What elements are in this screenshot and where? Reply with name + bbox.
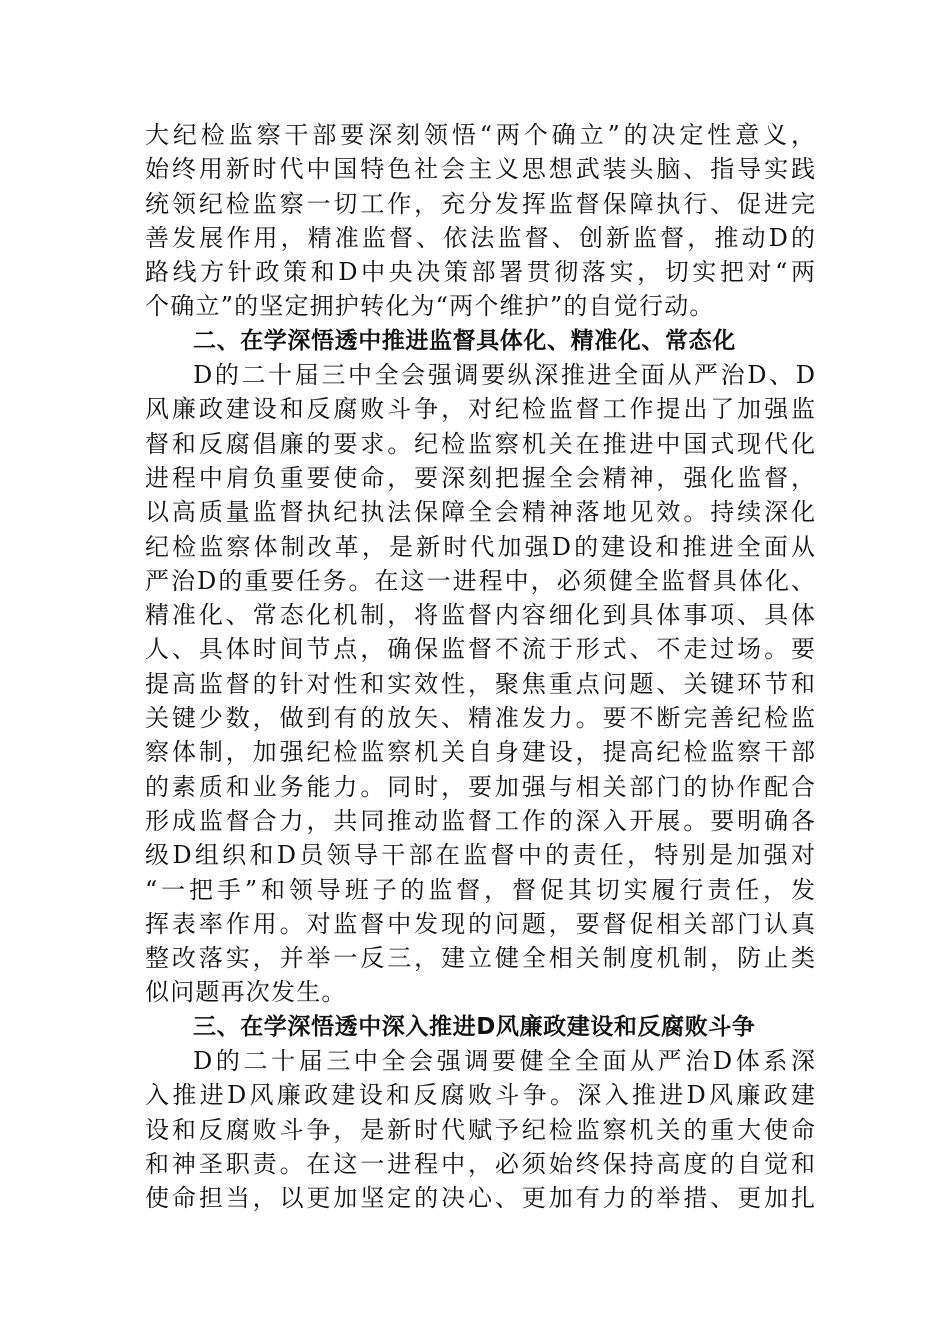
paragraph-line: 形成监督合力，共同推动监督工作的深入开展。要明确各	[145, 806, 815, 835]
paragraph-line: 以高质量监督执纪执法保障全会精神落地见效。持续深化	[145, 498, 815, 527]
paragraph-line: 路线方针政策和D中央决策部署贯彻落实，切实把对“两	[145, 258, 815, 287]
section-heading: 三、在学深悟透中深入推进D风廉政建设和反腐败斗争	[193, 1013, 756, 1040]
paragraph-line: 纪检监察体制改革，是新时代加强D的建设和推进全面从	[145, 532, 815, 561]
paragraph-line: 和神圣职责。在这一进程中，必须始终保持高度的自觉和	[145, 1149, 815, 1178]
paragraph-line: 严治D的重要任务。在这一进程中，必须健全监督具体化、	[145, 566, 815, 595]
paragraph-line: 似问题再次发生。	[145, 978, 347, 1007]
paragraph-line: 个确立”的坚定拥护转化为“两个维护”的自觉行动。	[145, 292, 715, 321]
paragraph-line: D的二十届三中全会强调要纵深推进全面从严治D、D	[193, 361, 815, 390]
paragraph-line: 始终用新时代中国特色社会主义思想武装头脑、指导实践	[145, 155, 815, 184]
paragraph-line: 进程中肩负重要使命，要深刻把握全会精神，强化监督，	[145, 463, 815, 492]
paragraph-line: 设和反腐败斗争，是新时代赋予纪检监察机关的重大使命	[145, 1115, 815, 1144]
paragraph-line: 善发展作用，精准监督、依法监督、创新监督，推动D的	[145, 223, 815, 252]
paragraph-line: 使命担当，以更加坚定的决心、更加有力的举措、更加扎	[145, 1184, 815, 1213]
paragraph-line: 入推进D风廉政建设和反腐败斗争。深入推进D风廉政建	[145, 1081, 815, 1110]
paragraph-line: D的二十届三中全会强调要健全全面从严治D体系深	[193, 1047, 815, 1076]
paragraph-line: 风廉政建设和反腐败斗争，对纪检监督工作提出了加强监	[145, 395, 815, 424]
paragraph-line: 挥表率作用。对监督中发现的问题，要督促相关部门认真	[145, 909, 815, 938]
paragraph-line: 关键少数，做到有的放矢、精准发力。要不断完善纪检监	[145, 704, 815, 733]
document-body	[145, 118, 815, 1216]
paragraph-line: 统领纪检监察一切工作，充分发挥监督保障执行、促进完	[145, 189, 815, 218]
paragraph-line: 整改落实，并举一反三，建立健全相关制度机制，防止类	[145, 944, 815, 973]
paragraph-line: 精准化、常态化机制，将监督内容细化到具体事项、具体	[145, 601, 815, 630]
paragraph-line: “一把手”和领导班子的监督，督促其切实履行责任，发	[145, 875, 815, 904]
paragraph-line: 的素质和业务能力。同时，要加强与相关部门的协作配合	[145, 772, 815, 801]
paragraph-line: 级D组织和D员领导干部在监督中的责任，特别是加强对	[145, 841, 815, 870]
section-heading: 二、在学深悟透中推进监督具体化、精准化、常态化	[193, 327, 736, 354]
paragraph-line: 察体制，加强纪检监察机关自身建设，提高纪检监察干部	[145, 738, 815, 767]
paragraph-line: 提高监督的针对性和实效性，聚焦重点问题、关键环节和	[145, 669, 815, 698]
paragraph-line: 大纪检监察干部要深刻领悟“两个确立”的决定性意义，	[145, 121, 815, 149]
paragraph-line: 人、具体时间节点，确保监督不流于形式、不走过场。要	[145, 635, 815, 664]
paragraph-line: 督和反腐倡廉的要求。纪检监察机关在推进中国式现代化	[145, 429, 815, 458]
